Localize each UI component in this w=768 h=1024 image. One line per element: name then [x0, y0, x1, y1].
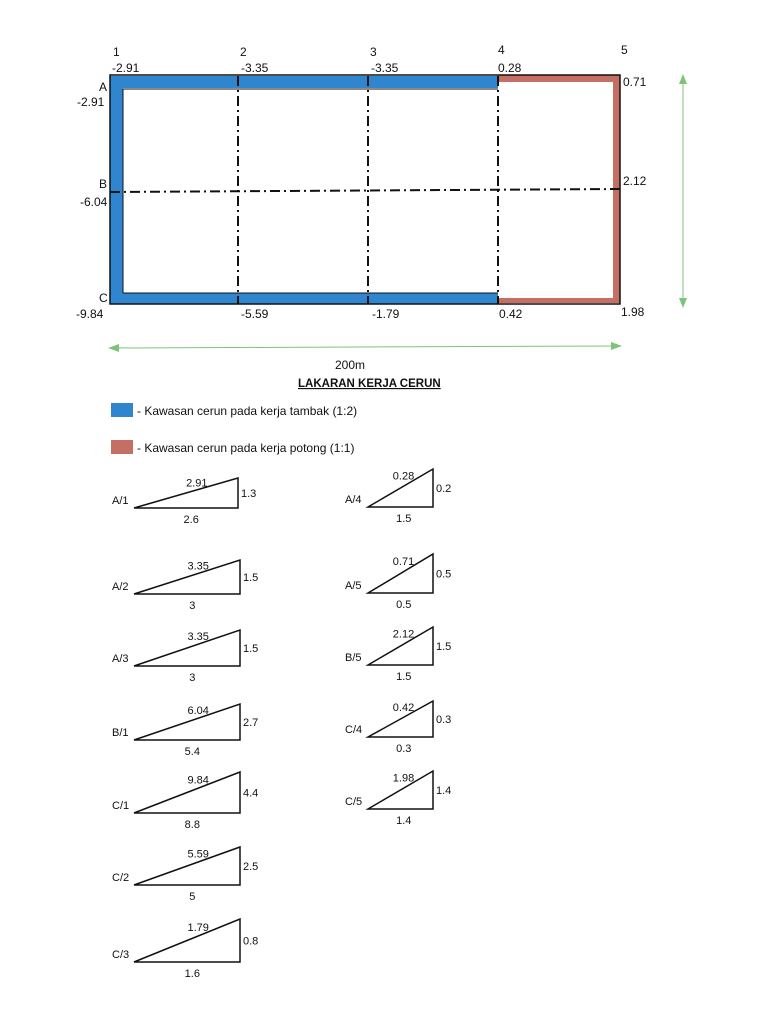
hypotenuse-label: 3.35: [187, 560, 209, 573]
fill-slope-top-band: [110, 76, 498, 88]
base-label: 1.5: [396, 513, 412, 525]
triangle-id-label: A/4: [345, 494, 362, 506]
hypotenuse-label: 2.12: [392, 628, 415, 641]
top-value-3: -3.35: [371, 61, 399, 75]
row-label-C: C: [99, 291, 108, 305]
hypotenuse-label: 0.42: [392, 702, 415, 715]
top-value-2: -3.35: [241, 61, 269, 75]
base-label: 3: [189, 600, 196, 612]
triangle-C-3: [112, 919, 258, 980]
hypotenuse-label: 1.79: [187, 922, 209, 935]
hypotenuse-label: 6.04: [187, 705, 209, 718]
hypotenuse-label: 0.71: [392, 555, 415, 568]
base-label: 5.4: [184, 746, 200, 758]
triangle-id-label: C/1: [112, 800, 130, 812]
height-label: 2.5: [243, 861, 259, 873]
left-value-C: -9.84: [76, 307, 104, 321]
column-label-3: 3: [370, 45, 377, 59]
base-label: 8.8: [184, 819, 200, 831]
triangle-A-1: [112, 477, 256, 526]
base-label: 0.5: [396, 599, 412, 611]
triangle-A-2: [112, 560, 258, 612]
site-plan: [76, 43, 687, 372]
height-label: 4.4: [243, 787, 259, 800]
page-title: LAKARAN KERJA CERUN: [298, 378, 441, 390]
legend-label-fill: - Kawasan cerun pada kerja tambak (1:2): [137, 404, 358, 418]
triangle-id-label: A/5: [345, 580, 362, 592]
height-label: 1.5: [243, 572, 259, 584]
triangle-B-5: [345, 627, 451, 683]
height-label: 2.7: [243, 717, 259, 729]
triangle-A-3: [112, 630, 258, 684]
triangle-id-label: A/3: [112, 653, 129, 665]
height-label: 0.2: [436, 483, 452, 495]
legend: [111, 403, 357, 455]
top-value-4: 0.28: [498, 61, 522, 75]
base-label: 3: [189, 672, 196, 684]
base-label: 1.4: [396, 815, 412, 827]
slope-triangles: [112, 469, 451, 980]
bottom-value-4: 0.42: [499, 307, 523, 321]
height-label: 1.3: [241, 488, 257, 500]
height-label: 1.5: [436, 641, 452, 653]
base-label: 5: [189, 891, 196, 903]
base-label: 1.5: [396, 671, 412, 683]
hypotenuse-label: 3.35: [187, 631, 209, 644]
height-label: 0.3: [436, 714, 452, 726]
grid-line-B: [110, 189, 620, 192]
triangle-C-4: [345, 701, 451, 755]
triangle-id-label: C/3: [112, 949, 130, 961]
column-label-1: 1: [113, 45, 120, 59]
triangle-C-1: [112, 772, 258, 831]
right-mid-value: 2.12: [623, 174, 647, 188]
dimension-label: 200m: [335, 358, 366, 372]
vertical-dimension-arrow: [679, 74, 687, 308]
fill-slope-left-band: [110, 76, 123, 304]
triangle-id-label: C/5: [345, 796, 363, 808]
fill-slope-bottom-band: [110, 293, 498, 304]
legend-swatch-fill: [111, 403, 133, 417]
triangle-id-label: A/2: [112, 581, 129, 593]
left-value-A: -2.91: [77, 95, 105, 109]
hypotenuse-label: 2.91: [186, 477, 208, 490]
column-label-5: 5: [621, 43, 628, 57]
triangle-id-label: C/2: [112, 872, 130, 884]
triangle-id-label: B/5: [345, 652, 362, 664]
triangle-C-2: [112, 847, 258, 903]
triangle-id-label: B/1: [112, 727, 129, 739]
column-label-4: 4: [498, 43, 505, 57]
height-label: 1.5: [243, 643, 259, 655]
column-label-2: 2: [240, 45, 247, 59]
bottom-value-2: -5.59: [241, 307, 269, 321]
hypotenuse-label: 0.28: [392, 470, 415, 483]
legend-label-cut: - Kawasan cerun pada kerja potong (1:1): [137, 441, 355, 455]
base-label: 0.3: [396, 743, 412, 755]
height-label: 1.4: [436, 785, 452, 797]
row-label-A: A: [99, 80, 108, 94]
base-label: 1.6: [184, 968, 200, 980]
triangle-id-label: A/1: [112, 495, 129, 507]
left-value-B: -6.04: [80, 195, 108, 209]
bottom-value-3: -1.79: [372, 307, 400, 321]
horizontal-dimension-arrow: [108, 342, 622, 352]
legend-swatch-cut: [111, 440, 133, 454]
triangle-C-5: [345, 771, 451, 827]
hypotenuse-label: 1.98: [392, 772, 415, 785]
height-label: 0.5: [436, 568, 452, 581]
bottom-value-5: 1.98: [621, 305, 645, 319]
triangle-B-1: [112, 704, 258, 758]
top-value-1: -2.91: [112, 61, 140, 75]
height-label: 0.8: [243, 935, 259, 948]
base-label: 2.6: [183, 514, 199, 526]
triangle-A-5: [345, 554, 451, 611]
row-label-B: B: [99, 177, 108, 191]
hypotenuse-label: 5.59: [187, 848, 209, 861]
triangle-id-label: C/4: [345, 724, 363, 736]
triangle-A-4: [345, 469, 451, 525]
top-right-value: 0.71: [623, 75, 647, 89]
hypotenuse-label: 9.84: [187, 774, 209, 787]
